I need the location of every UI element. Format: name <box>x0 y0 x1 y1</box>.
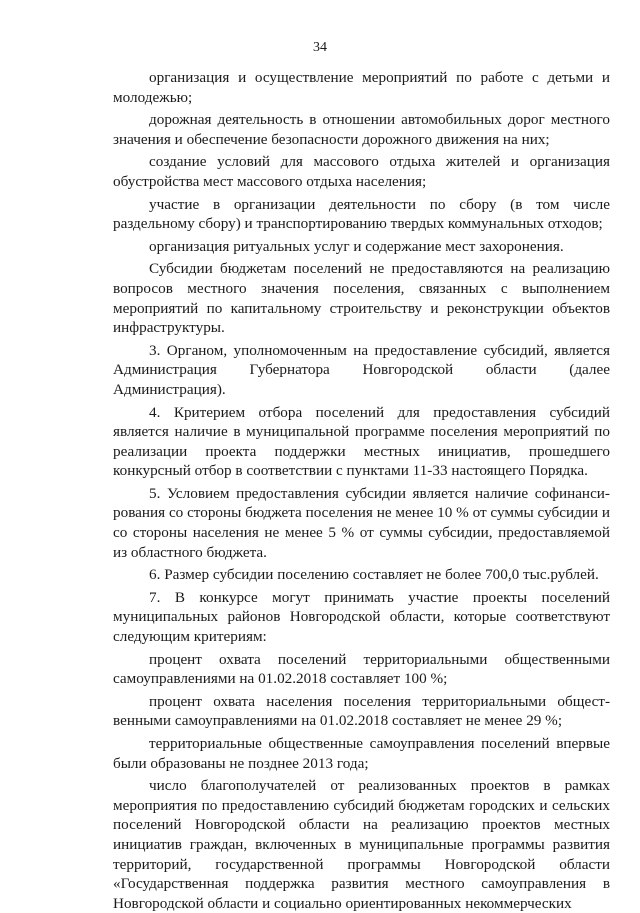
paragraph-10: 6. Размер субсидии поселению составляет не более 700,0 тыс.рублей. <box>149 566 599 584</box>
paragraph-6: Субсидии бюджетам поселений не предоставляются на реализацию вопросов местного значения поселения, связанных с выполнением мероприятий по капитальному строительству и реконструкции объектов инфраструктуры. <box>113 260 610 337</box>
paragraph-5: организация ритуальных услуг и содержание мест захоронения. <box>149 237 564 255</box>
paragraph-14: территориальные общественные самоуправления поселений впервые были образованы не позднее 2013 года; <box>113 735 610 772</box>
paragraph-9: 5. Условием предоставления субсидии является наличие софинанси-рования со стороны бюджета поселения не менее 10 % от суммы субсидии и со стороны населения не менее 5 % от суммы субсидии, предоставляемой из областного бюджета. <box>113 484 610 561</box>
paragraph-1: организация и осуществление мероприятий по работе с детьми и молодежью; <box>113 69 610 106</box>
paragraph-7: 3. Органом, уполномоченным на предоставление субсидий, является Администрация Губернатора Новгородской области (далее Администрация). <box>113 341 610 398</box>
paragraph-13: процент охвата населения поселения территориальными общест-венными самоуправлениями на 01.02.2018 составляет не менее 29 %; <box>113 692 610 730</box>
paragraph-3: создание условий для массового отдыха жителей и организация обустройства мест массового отдыха населения; <box>113 153 610 190</box>
paragraph-12: процент охвата поселений территориальными общественными самоуправлениями на 01.02.2018 составляет 100 %; <box>113 650 610 688</box>
paragraph-15: число благополучателей от реализованных проектов в рамках мероприятия по предоставлению субсидий бюджетам городских и сельских поселений Новгородской области на реализацию проектов местных инициатив граждан, включенных в муниципальные программы развития территорий, государственной программы Новгородской области «Государственная поддержка развития местного самоуправления в Новгородской области и социально ориентированных некоммерческих <box>113 777 610 912</box>
paragraph-2: дорожная деятельность в отношении автомобильных дорог местного значения и обеспечение безопасности дорожного движения на них; <box>113 111 610 148</box>
document-body <box>113 68 610 913</box>
paragraph-4: участие в организации деятельности по сбору (в том числе раздельному сбору) и транспортированию твердых коммунальных отходов; <box>113 195 610 233</box>
page-number: 34 <box>313 40 327 55</box>
paragraph-8: 4. Критерием отбора поселений для предоставления субсидий является наличие в муниципальной программе поселения мероприятий по реализации проекта поддержки местных инициатив, прошедшего конкурсный отбор в соответствии с пунктами 11-33 настоящего Порядка. <box>113 403 610 480</box>
paragraph-11: 7. В конкурсе могут принимать участие проекты поселений муниципальных районов Новгородской области, которые соответствуют следующим критериям: <box>113 588 610 646</box>
